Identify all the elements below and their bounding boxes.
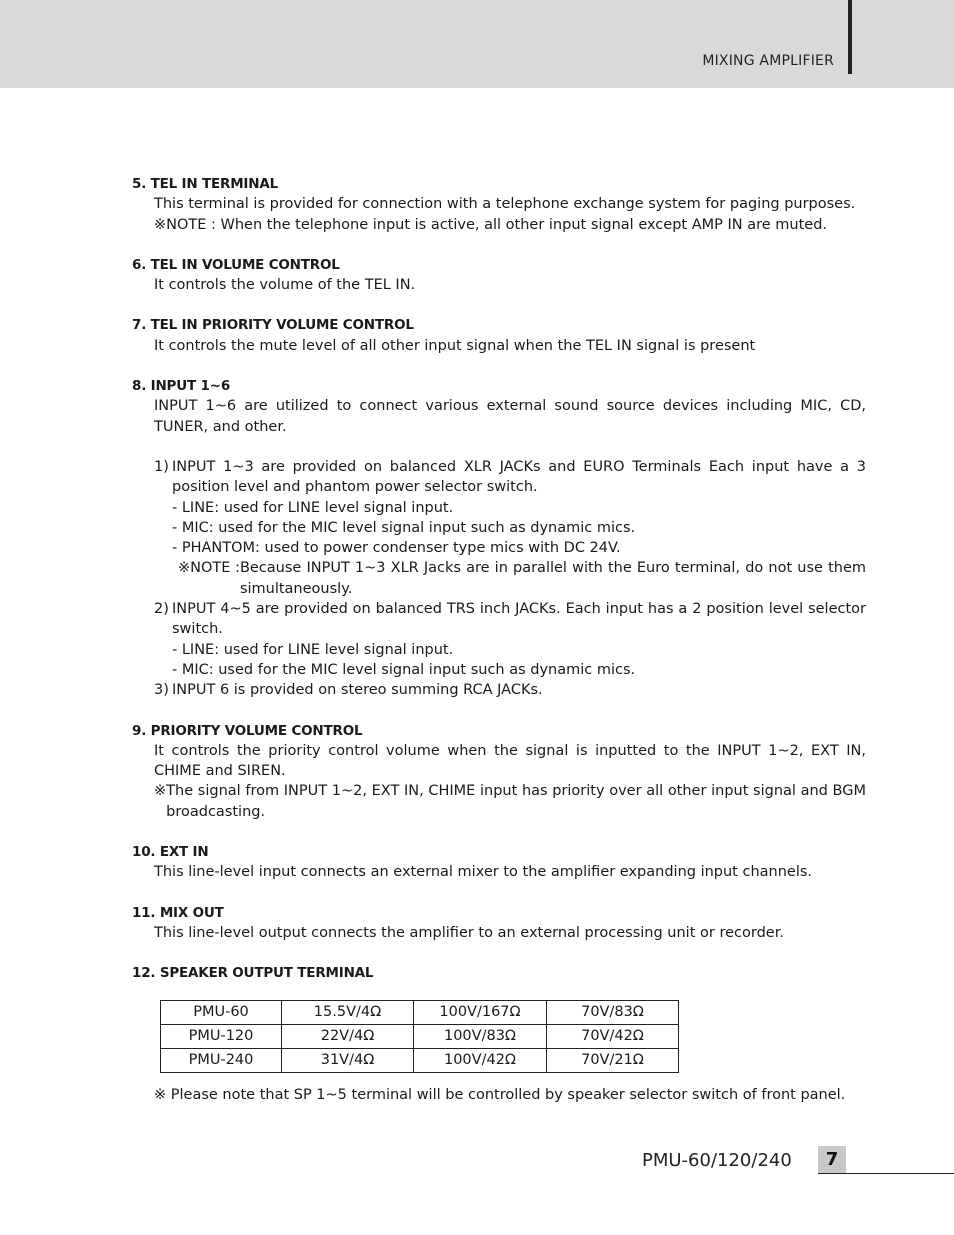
- sub-note: [178, 558, 866, 599]
- table-cell: 100V/42Ω: [414, 1048, 547, 1072]
- section-text: It controls the volume of the TEL IN.: [154, 277, 416, 294]
- page-number: 7: [818, 1146, 846, 1173]
- table-cell: PMU-60: [161, 1000, 282, 1024]
- manual-content: [132, 174, 866, 1125]
- table-row: [161, 1048, 679, 1072]
- header-band: [0, 0, 954, 88]
- header-divider: [848, 0, 852, 74]
- section-heading: 11. MIX OUT: [132, 904, 224, 921]
- section-text: INPUT 1~6 are utilized to connect various external sound source devices including MIC, CD, TUNER, and other.: [154, 398, 866, 435]
- section-priority-volume: [132, 721, 866, 822]
- section-text: This terminal is provided for connection with a telephone exchange system for paging purposes.: [154, 196, 856, 213]
- sub-item: - MIC: used for the MIC level signal input such as dynamic mics.: [172, 519, 636, 536]
- section-note: [154, 781, 866, 822]
- footer-divider: [818, 1173, 954, 1174]
- sub-item: - LINE: used for LINE level signal input.: [172, 641, 454, 658]
- sub-item: - LINE: used for LINE level signal input.: [172, 499, 454, 516]
- table-cell: 22V/4Ω: [282, 1024, 414, 1048]
- item-number: 3): [154, 682, 169, 699]
- table-cell: 100V/167Ω: [414, 1000, 547, 1024]
- section-heading: 5. TEL IN TERMINAL: [132, 176, 279, 192]
- note-text: Because INPUT 1~3 XLR Jacks are in parallel with the Euro terminal, do not use them simultaneously.: [239, 560, 866, 597]
- table-cell: 70V/83Ω: [547, 1000, 679, 1024]
- section-note: ※NOTE : When the telephone input is active, all other input signal except AMP IN are muted.: [154, 216, 828, 233]
- section-tel-in-volume: [132, 255, 866, 296]
- speaker-output-table: [160, 1000, 679, 1073]
- section-input-1-6: [132, 376, 866, 700]
- table-row: [161, 1000, 679, 1024]
- table-cell: PMU-240: [161, 1048, 282, 1072]
- section-heading: 8. INPUT 1~6: [132, 378, 231, 395]
- section-heading: 7. TEL IN PRIORITY VOLUME CONTROL: [132, 317, 414, 334]
- section-tel-in-priority: [132, 315, 866, 356]
- table-cell: 15.5V/4Ω: [282, 1000, 414, 1024]
- section-heading: 9. PRIORITY VOLUME CONTROL: [132, 722, 363, 739]
- table-cell: 70V/21Ω: [547, 1048, 679, 1072]
- section-text: This line-level output connects the amplifier to an external processing unit or recorder.: [154, 924, 784, 941]
- item-number: 1): [154, 458, 169, 475]
- table-cell: 100V/83Ω: [414, 1024, 547, 1048]
- section-heading: 6. TEL IN VOLUME CONTROL: [132, 256, 340, 273]
- item-text: INPUT 6 is provided on stereo summing RCA JACKs.: [172, 682, 543, 699]
- list-item: [154, 599, 866, 640]
- section-text: This line-level input connects an external mixer to the amplifier expanding input channels.: [154, 864, 813, 881]
- table-cell: PMU-120: [161, 1024, 282, 1048]
- table-cell: 31V/4Ω: [282, 1048, 414, 1072]
- section-heading: 12. SPEAKER OUTPUT TERMINAL: [132, 965, 374, 982]
- note-text: The signal from INPUT 1~2, EXT IN, CHIME input has priority over all other input signal and BGM broadcasting.: [166, 783, 866, 820]
- item-text: INPUT 1~3 are provided on balanced XLR JACKs and EURO Terminals Each input have a 3 position level and phantom power selector switch.: [172, 458, 866, 496]
- item-number: 2): [154, 601, 169, 618]
- note-mark: ※NOTE :: [178, 560, 240, 577]
- section-speaker-output: [132, 963, 866, 1105]
- section-heading: 10. EXT IN: [132, 844, 209, 861]
- sub-item: - PHANTOM: used to power condenser type mics with DC 24V.: [172, 540, 621, 557]
- table-row: [161, 1024, 679, 1048]
- section-ext-in: [132, 842, 866, 883]
- list-item: [154, 457, 866, 498]
- item-text: INPUT 4~5 are provided on balanced TRS inch JACKs. Each input has a 2 position level selector switch.: [172, 601, 866, 638]
- section-tel-in-terminal: [132, 174, 866, 235]
- section-text: It controls the priority control volume when the signal is inputted to the INPUT 1~2, EXT IN, CHIME and SIREN.: [154, 742, 866, 780]
- section-mix-out: [132, 903, 866, 944]
- footer-model: PMU-60/120/240: [642, 1150, 792, 1171]
- header-title: MIXING AMPLIFIER: [702, 53, 834, 69]
- list-item: [154, 680, 866, 700]
- table-cell: 70V/42Ω: [547, 1024, 679, 1048]
- note-mark: ※: [154, 783, 167, 800]
- sub-item: - MIC: used for the MIC level signal input such as dynamic mics.: [172, 661, 636, 678]
- table-note: ※ Please note that SP 1~5 terminal will be controlled by speaker selector switch of front panel.: [154, 1086, 846, 1103]
- section-text: It controls the mute level of all other input signal when the TEL IN signal is present: [154, 337, 756, 354]
